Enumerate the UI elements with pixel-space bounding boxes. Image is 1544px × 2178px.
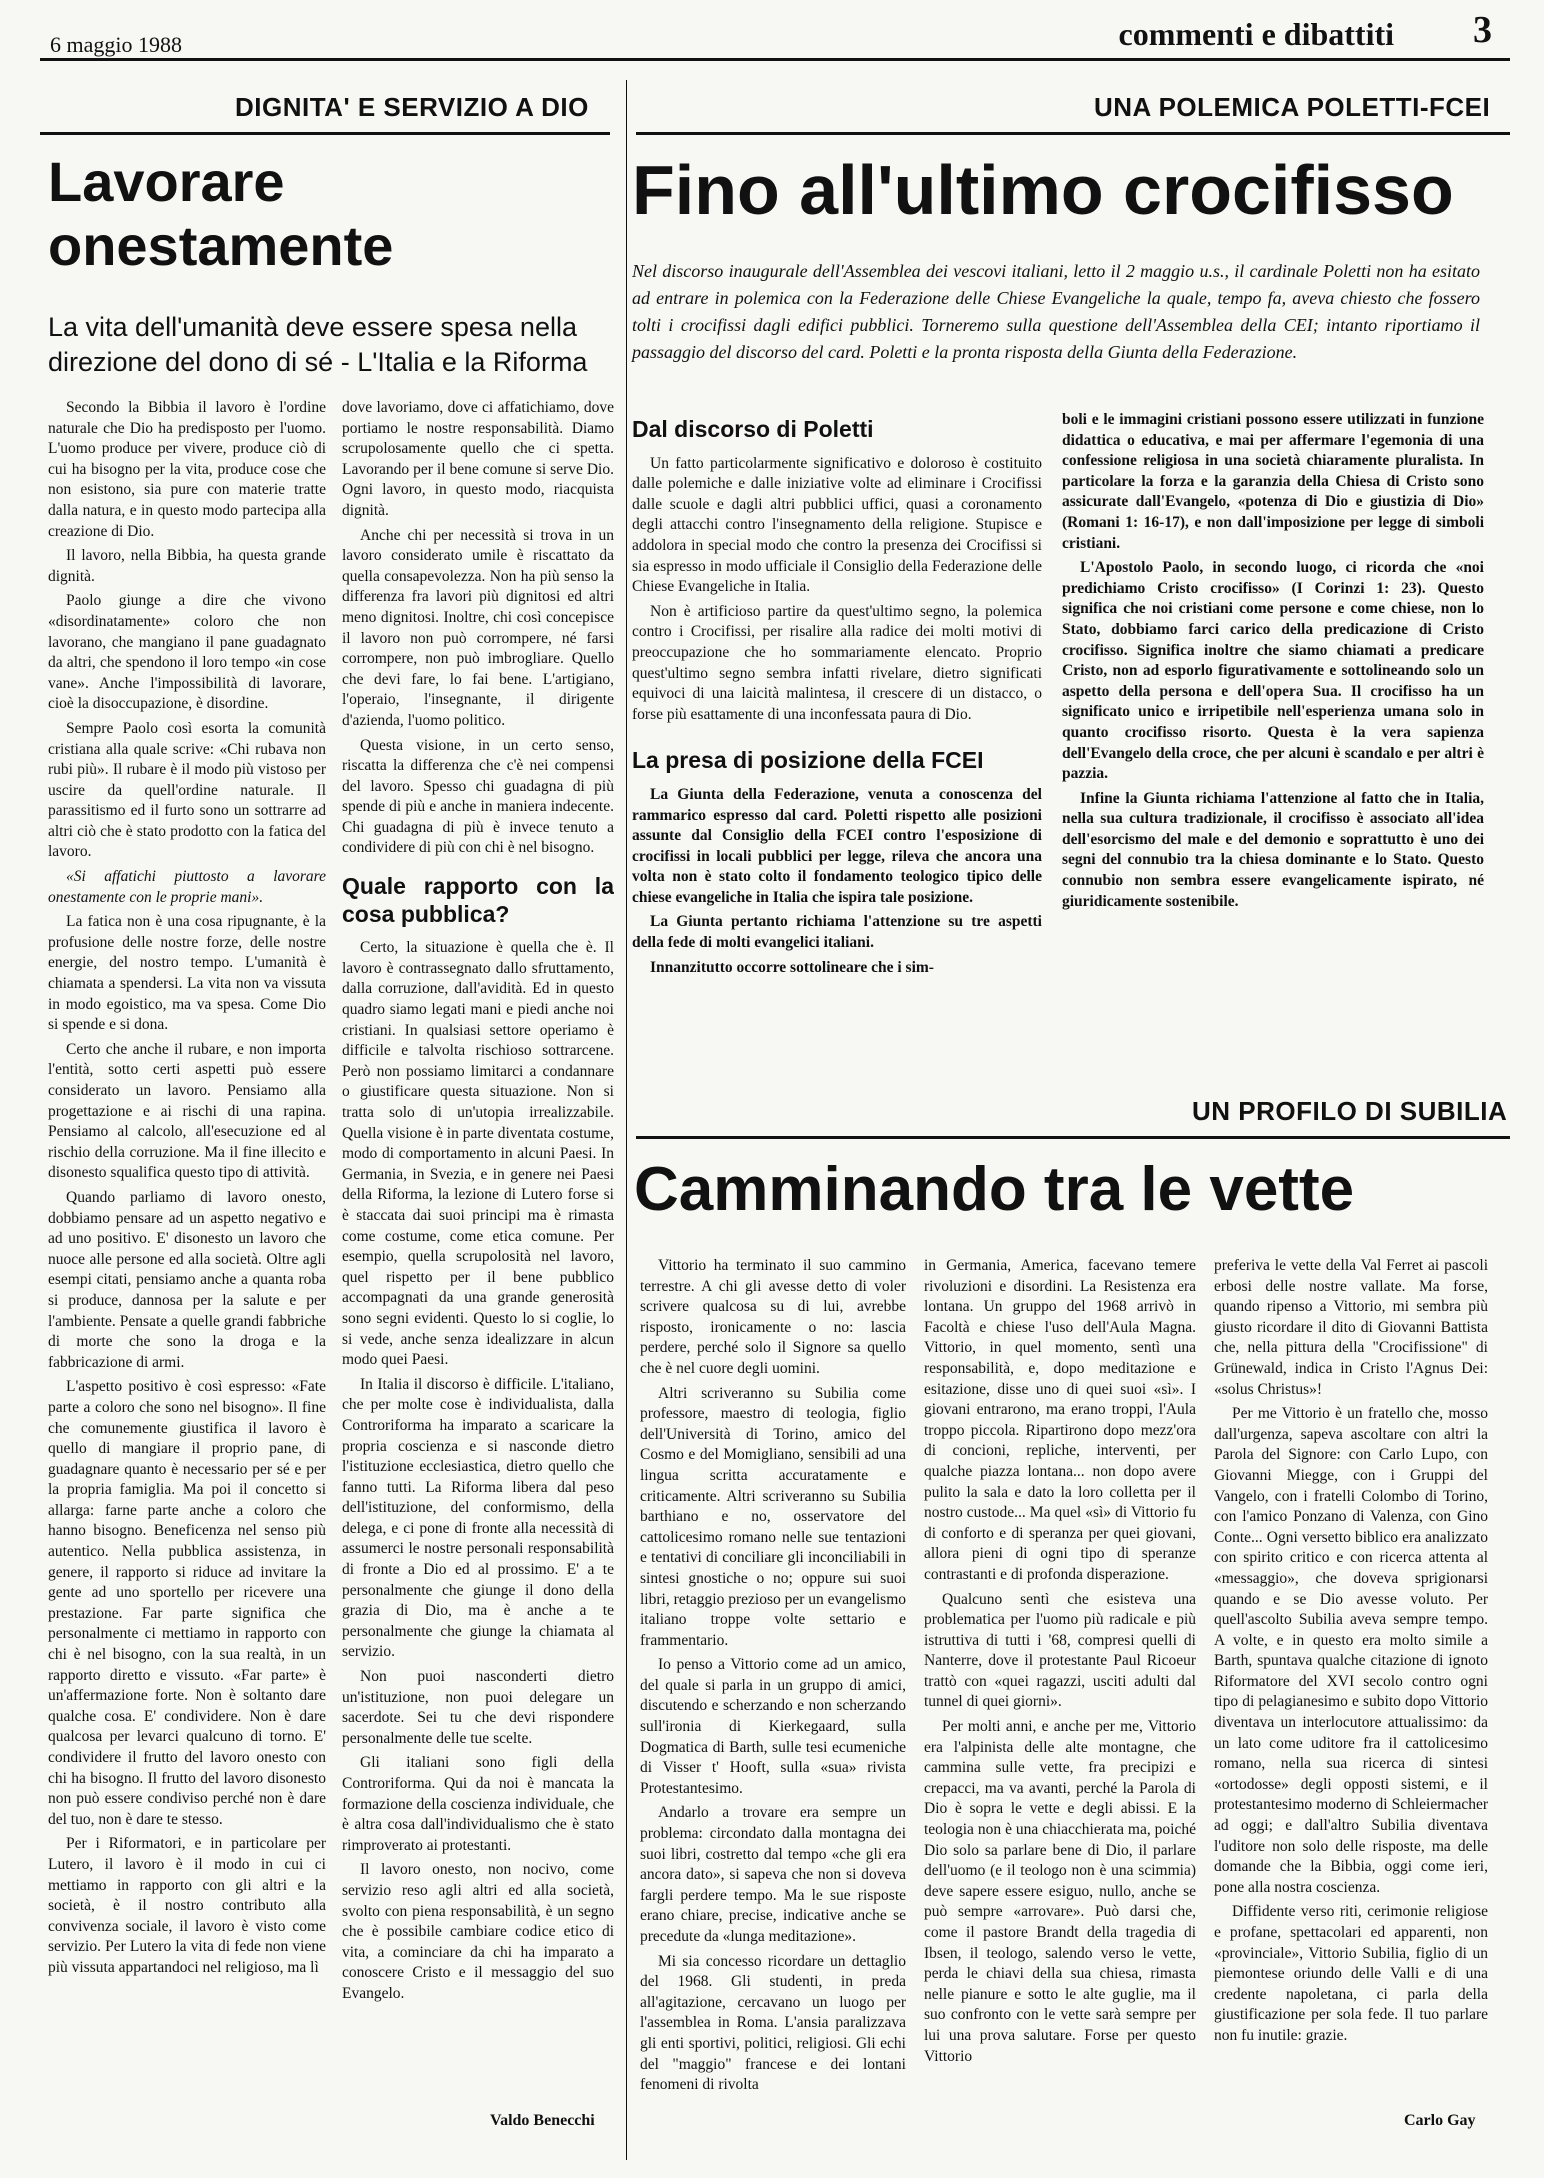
paragraph: Quando parliamo di lavoro onesto, dobbiamo pensare ad un aspetto negativo e ad uno positivo. E' disonesto un lavoro che nuoce alle persone ed alla società. Oltre agli esempi citati, pensiamo anche a quanta roba si produce, dannosa per la salute e per l'ambiente. Pensate a quelle grandi fabbriche di morte che sono la droga e la fabbricazione di armi.: [48, 1188, 326, 1371]
paragraph: Anche chi per necessità si trova in un lavoro considerato umile è riscattato da quella consapevolezza. Non ha più senso la differenza fra lavori più dignitosi ed altri meno dignitosi. Inoltre, chi così concepisce il lavoro non può corrompere, né farsi corrompere, non può imbrogliare. Quello che devi fare, lo fai bene. L'artigiano, l'operaio, l'insegnante, il dirigente d'azienda, l'uomo politico.: [342, 526, 614, 729]
paragraph: Vittorio ha terminato il suo cammino terrestre. A chi gli avesse detto di voler scrivere qualcosa su di lui, avrebbe risposto, ironicamente o no: lascia perdere, perché solo il Signore sa quello che è nel cuore degli uomini.: [640, 1257, 906, 1377]
left-kicker-rule: [40, 132, 610, 135]
bottom-column-1: [640, 1256, 906, 2156]
paragraph: La fatica non è una cosa ripugnante, è la profusione delle nostre forze, delle nostre energie, del nostro tempo. L'umanità è chiamata a spendersi. La vita non va vissuta in modo egoistico, ma va spesa. Come Dio si spende e si dona.: [48, 913, 326, 1034]
paragraph: dove lavoriamo, dove ci affatichiamo, dove portiamo le nostre responsabilità. Diamo scrupolosamente quello che ci spetta. Lavorando per il bene comune si serve Dio. Ogni lavoro, in questo modo, riacquista dignità.: [342, 399, 614, 519]
left-column-1: [48, 398, 326, 2093]
paragraph: Per me Vittorio è un fratello che, mosso dall'urgenza, sapeva ascoltare con altri la Parola del Signore: con Carlo Lupo, con Giovanni Miegge, con i Gruppi del Vangelo, con i fratelli Colombo di Torino, con l'amico Ponzano di Valenza, con Gino Conte... Ogni versetto biblico era analizzato con spirito critico e con ricerca attenta al «messaggio», che doveva sprigionarsi quando e se Dio avesse voluto. Per quell'ascolto Subilia aveva sempre tempo. A volte, e in questo era molto simile a Barth, spuntava qualche citazione di ignoto Riformatore del XVI secolo contro ogni tipo di pelagianesimo e subito dopo Vittorio diventava un interlocutore attualissimo: da un lato come uditore fra il cattolicesimo romano, nella sua ricerca di sintesi «ortodosse» degli opposti sistemi, e il protestantesimo moderno di Schleiermacher ad oggi; e dall'altro Subilia diventava l'uditore non solo delle risposte, ma delle domande che la Bibbia, oggi come ieri, pone alla nostra coscienza.: [1214, 1405, 1488, 1896]
paragraph: Secondo la Bibbia il lavoro è l'ordine naturale che Dio ha predisposto per l'uomo. L'uomo produce per vivere, produce ciò di cui ha bisogno per la vita, produce cose che non esistono, sia pure con materie tratte dalla natura, e in questo modo partecipa alla creazione di Dio.: [48, 399, 326, 540]
left-headline: Lavorare onestamente: [48, 150, 394, 277]
paragraph: Altri scriveranno su Subilia come professore, maestro di teologia, figlio dell'Università di Torino, amico del Cosmo e del Momigliano, sensibili ad una lingua scritta accuratamente e criticamente. Altri scriveranno su Subilia barthiano e no, osservatore del cattolicesimo romano nelle sue tentazioni e tentativi di conciliare gli inconciliabili in sintesi gnostiche o no; oppure sui suoi libri, retaggio prezioso per un evangelismo italiano troppe volte settario e frammentario.: [640, 1384, 906, 1649]
paragraph: Gli italiani sono figli della Controriforma. Qui da noi è mancata la formazione della coscienza individuale, che è altra cosa dall'individualismo che è stato rimproverato ai protestanti.: [342, 1754, 614, 1854]
paragraph: Il lavoro, nella Bibbia, ha questa grande dignità.: [48, 547, 326, 585]
paragraph: La Giunta della Federazione, venuta a conoscenza del rammarico espresso dal card. Poletti rispetto alle posizioni assunte dal Consiglio della FCEI contro l'esposizione di crocifissi in locali pubblici per legge, rileva che ancora una volta non è stato colto il fondamento teologico tipico delle chiese evangeliche in Italia che ispira tale posizione.: [632, 785, 1042, 906]
paragraph: Qualcuno sentì che esisteva una problematica per l'uomo più radicale e più istruttiva di tutti i '68, compresi quelli di Nanterre, dove il protestante Paul Ricoeur trattò con «quei ragazzi, usciti adulti dal tunnel di quei giorni».: [924, 1590, 1196, 1711]
paragraph: La Giunta pertanto richiama l'attenzione su tre aspetti della fede di molti evangelici italiani.: [632, 913, 1042, 952]
paragraph: Il lavoro onesto, non nocivo, come servizio reso agli altri ed alla società, svolto con piena responsabilità, è un segno che è possibile cambiare codice etico di vita, a cominciare da chi ha imparato a conoscere Cristo e il messaggio del suo Evangelo.: [342, 1861, 614, 2002]
paragraph: L'Apostolo Paolo, in secondo luogo, ci ricorda che «noi predichiamo Cristo crocifisso» (I Corinzi 1: 23). Questo significa che noi cristiani come persone e come chiese, non lo Stato, dobbiamo farci carico della predicazione di Cristo crocifisso. Significa inoltre che siamo chiamati a predicare Cristo, non ad esporlo figurativamente e sottolineando solo un aspetto della persona e dell'opera Sua. Il crocifisso ha un significato unico e irripetibile nell'esperienza umana solo in quanto crocifisso risorto. Questa è la vera sapienza dell'Evangelo della croce, che per alcuni è scandalo e per altri è pazzia.: [1062, 559, 1484, 783]
left-kicker: DIGNITA' E SERVIZIO A DIO: [235, 92, 589, 122]
paragraph: Per i Riformatori, e in particolare per Lutero, il lavoro è il modo in cui ci mettiamo in rapporto con gli altri e la società, è il nostro contributo alla convivenza sociale, il lavoro è visto come servizio. Per Lutero la vita di fede non viene più vissuta appartandoci nel religioso, ma lì: [48, 1835, 326, 1976]
column-divider: [626, 80, 627, 2160]
paragraph: In Italia il discorso è difficile. L'italiano, che per molte cose è individualista, dalla Controriforma ha imparato a scaricare la propria coscienza e si nasconde dietro l'istituzione ecclesiastica, dietro quello che fanno tutti. La Riforma libera dal peso dell'istituzione, del conformismo, della delega, e ci pone di fronte alla necessità di assumerci le nostre personali responsabilità di fronte a Dio ed al prossimo. E' a te personalmente che giunge il dono della grazia di Dio, ma è anche a te personalmente che giunge la chiamata al servizio.: [342, 1375, 614, 1661]
right-subhead-fcei: La presa di posizione della FCEI: [632, 747, 984, 774]
paragraph: Andarlo a trovare era sempre un problema: circondato dalla montagna dei suoi libri, costretto dal tempo «che gli era ancora dato», si sapeva che non si doveva fargli perdere tempo. Ma le sue risposte erano chiare, precise, indicative anche se precedute da «lunga meditazione».: [640, 1804, 906, 1945]
paragraph: Innanzitutto occorre sottolineare che i sim-: [650, 958, 934, 976]
right-kicker-rule: [636, 132, 1510, 135]
right-headline: Fino all'ultimo crocifisso: [632, 151, 1454, 229]
left-column-2: [342, 398, 614, 2088]
bottom-signature: Carlo Gay: [1404, 2112, 1476, 2129]
bottom-column-2: [924, 1256, 1196, 2156]
paragraph: Diffidente verso riti, cerimonie religiose e profane, spettacolari ed apparenti, non «provinciale», Vittorio Subilia, figlio di un piemontese oriundo delle Valli e di una credente napoletana, ci parla della giustificazione per sola fede. Il tuo parlare non fu inutile: grazie.: [1214, 1903, 1488, 2044]
paragraph: Un fatto particolarmente significativo e doloroso è costituito dalle polemiche e dalle iniziative volte ad eliminare i Crocifissi dalle scuole e dagli altri pubblici uffici, quasi a coronamento degli attacchi contro l'insegnamento della religione. Stupisce e addolora in special modo che contro la presenza dei Crocifissi si sia espresso in modo ufficiale il Consiglio della Federazione delle Chiese Evangeliche in Italia.: [632, 454, 1042, 596]
paragraph: Per molti anni, e anche per me, Vittorio era l'alpinista delle alte montagne, che cammina sulle vette, fra precipizi e crepacci, ma va avanti, perché la Parola di Dio è sopra le vette e degli abissi. E la teologia non è una chiacchierata ma, poiché Dio solo sa parlare bene di Dio, il parlare dell'uomo (e il teologo non è una scimmia) deve sapere essere esiguo, nullo, anche se può sempre «arrovare». Può darsi che, come il pastore Brandt della tragedia di Ibsen, il teologo, salendo verso le vette, perda le chiavi della sua chiesa, rimasta nelle pianure e sotto le alte guglie, ma il suo confronto con le vette sarà sempre per lui una prova salutare. Forse per questo Vittorio: [924, 1718, 1196, 2065]
bottom-kicker-rule: [636, 1136, 1510, 1139]
paragraph: L'aspetto positivo è così espresso: «Fate parte a coloro che sono nel bisogno». Il fine che comunemente giustifica il lavoro è quello di mangiare il proprio pane, di guadagnare quanto è necessario per sé e per la propria famiglia. Ma poi il concetto si allarga: farne parte anche a coloro che hanno bisogno. Beneficenza nel senso più autentico. Nella pubblica assistenza, in genere, il rapporto si riduce ad invitare la gente ad uno sportello per ricevere una prestazione. Far parte significa che personalmente ci mettiamo in rapporto con chi è nel bisogno, con la sua realtà, in un rapporto diretto e vissuto. «Far parte» è un'affermazione forte. Non è soltanto dare qualche cosa. E' condividere. Non è dare qualcosa per levarci qualcuno di torno. E' condividere il frutto del lavoro onesto con chi ha bisogno. Il frutto del lavoro disonesto non può essere condiviso perché non è dare del tuo, non è dare te stesso.: [48, 1378, 326, 1828]
quote: «Si affatichi piuttosto a lavorare onestamente con le proprie mani».: [48, 868, 326, 906]
paragraph: in Germania, America, facevano temere rivoluzioni e disordini. La Resistenza era lontana. Un gruppo del 1968 arrivò in Facoltà e chiese l'uso dell'Aula Magna. Vittorio, in quel momento, sentì una responsabilità, e, dopo meditazione e esitazione, disse uno di quei suoi «sì». I giovani entrarono, ma erano troppi, l'Aula troppo piccola. Ripartirono dopo mezz'ora di concioni, repliche, interventi, per qualche piazza lontana... non dopo avere pulito la sala e dato la loro colletta per il nostro custode... Ma quel «sì» di Vittorio fu di conforto e di speranza per quei giovani, allora pieni di ogni tipo di speranze contrastanti e di profonda disperazione.: [924, 1257, 1196, 1583]
paragraph: Certo che anche il rubare, e non importa l'entità, sotto certi aspetti può essere considerato un lavoro. Pensiamo alla progettazione e ai rischi di una rapina. Pensiamo al calcolo, all'esecuzione ed al rischio della corruzione. Ma il fine illecito e disonesto squalifica questo tipo di attività.: [48, 1040, 326, 1182]
left-subhead: Quale rapporto con la cosa pubblica?: [342, 873, 614, 927]
paragraph: Io penso a Vittorio come ad un amico, del quale si parla in un gruppo di amici, discutendo e scherzando e non scherzando sull'ironia di Kierkegaard, sulla Dogmatica di Barth, sulle tesi ecumeniche di Visser t' Hooft, sulla «sua» rivista Protestantesimo.: [640, 1656, 906, 1797]
paragraph: Sempre Paolo così esorta la comunità cristiana alla quale scrive: «Chi rubava non rubi più». Il rubare è il modo più vistoso per uscire da quell'ordine naturale. Il parassitismo ed il furto sono un sottrarre ad altri ciò che è stato prodotto con la fatica del lavoro.: [48, 719, 326, 861]
paragraph: preferiva le vette della Val Ferret ai pascoli erbosi delle nostre vallate. Ma forse, quando ripenso a Vittorio, mi sembra più giusto ricordare il dito di Giovanni Battista che, nella pittura della "Crocifissione" di Grünewald, indica in Cristo l'Agnus Dei: «solus Christus»!: [1214, 1257, 1488, 1398]
right-column-1: [632, 410, 1042, 1070]
paragraph: Paolo giunge a dire che vivono «disordinatamente» coloro che non lavorano, che mangiano il pane guadagnato da altri, che spendono il loro tempo «in cose vane». Anche l'impossibilità di lavorare, cioè la disoccupazione, è disordine.: [48, 592, 326, 713]
left-deck: La vita dell'umanità deve essere spesa nella direzione del dono di sé - L'Italia e la Riforma: [48, 312, 588, 377]
paragraph: Non è artificioso partire da quest'ultimo segno, la polemica contro i Crocifissi, per risalire alla radice dei molti motivi di preoccupazione che ho sommariamente elencato. Proprio quest'ultimo segno sembra infatti rivelare, dietro significati equivoci di una laicità malintesa, il crescere di un distacco, o forse più esattamente di una inconfessata paura di Dio.: [632, 602, 1042, 723]
paragraph: boli e le immagini cristiani possono essere utilizzati in funzione didattica o educativa, e mai per affermare l'egemonia di una confessione religiosa in una società chiaramente pluralista. In particolare la forza e la garanzia della Chiesa di Cristo sono assicurate dall'Evangelo, «potenza di Dio e giustizia di Dio» (Romani 1: 16-17), e non dall'imposizione per legge di simboli cristiani.: [1062, 411, 1484, 552]
paragraph: Certo, la situazione è quella che è. Il lavoro è contrassegnato dallo sfruttamento, dalla corruzione, dall'avidità. Ed in questo quadro siamo legati mani e piedi anche noi cristiani. In qualsiasi settore operiamo è difficile e talvolta rischioso sottrarcene. Però non possiamo limitarci a condannare o giustificare questa situazione. Non si tratta solo di un'utopia irrealizzabile. Quella visione è in parte diventata costume, modo di comportamento in alcuni Paesi. In Germania, in Svezia, e in genere nei Paesi della Riforma, la lezione di Lutero forse si è staccata dai suoi principi ma è rimasta come costume, come etica comune. Per esempio, quella scrupolosità nel lavoro, quel rispetto per il bene pubblico accompagnati da una grande generosità sono segni evidenti. Questo lo si coglie, lo si vede, anche senza idealizzare in alcun modo quei Paesi.: [342, 939, 614, 1369]
page-number: 3: [1473, 9, 1492, 51]
left-signature: Valdo Benecchi: [490, 2112, 595, 2129]
paragraph: Infine la Giunta richiama l'attenzione al fatto che in Italia, nella sua cultura tradizionale, il crocifisso è associato all'idea dell'esorcismo del male e del demonio e soprattutto è uno dei segni del connubio tra la chiesa dominante e lo Stato. Questo connubio non sembra essere evangelicamente ispirato, né giuridicamente sostenibile.: [1062, 789, 1484, 910]
right-column-2: [1062, 410, 1484, 1070]
bottom-kicker: UN PROFILO DI SUBILIA: [1192, 1096, 1508, 1126]
right-kicker: UNA POLEMICA POLETTI-FCEI: [1094, 92, 1491, 122]
section-title: commenti e dibattiti: [1118, 16, 1394, 52]
paragraph: Mi sia concesso ricordare un dettaglio del 1968. Gli studenti, in preda all'agitazione, cercavano un luogo per l'assemblea in Roma. L'ansia paralizzava gli enti sportivi, politici, religiosi. Gli echi del "maggio" francese e dei lontani fenomeni di rivolta: [640, 1952, 906, 2094]
right-standfirst: Nel discorso inaugurale dell'Assemblea dei vescovi italiani, letto il 2 maggio u.s., il cardinale Poletti non ha esitato ad entrare in polemica con la Federazione delle Chiese Evangeliche la quale, tempo fa, aveva chiesto che fossero tolti i crocifissi dagli edifici pubblici. Torneremo sulla questione dell'Assemblea della CEI; intanto riportiamo il passaggio del discorso del card. Poletti e la pronta risposta della Giunta della Federazione.: [632, 261, 1480, 362]
bottom-column-3: [1214, 1256, 1488, 2096]
paragraph: Questa visione, in un certo senso, riscatta la differenza che c'è nei compensi del lavoro. Spesso chi guadagna di più spende di più e anche in maniera indecente. Chi guadagna di più è invece tenuto a condividere di più con chi è nel bisogno.: [342, 736, 614, 857]
masthead-rule: [40, 58, 1510, 61]
issue-date: 6 maggio 1988: [50, 32, 182, 57]
bottom-headline: Camminando tra le vette: [634, 1155, 1355, 1224]
paragraph: Non puoi nasconderti dietro un'istituzione, non puoi delegare un sacerdote. Sei tu che devi rispondere personalmente delle tue scelte.: [342, 1668, 614, 1747]
right-subhead-poletti: Dal discorso di Poletti: [632, 416, 874, 442]
